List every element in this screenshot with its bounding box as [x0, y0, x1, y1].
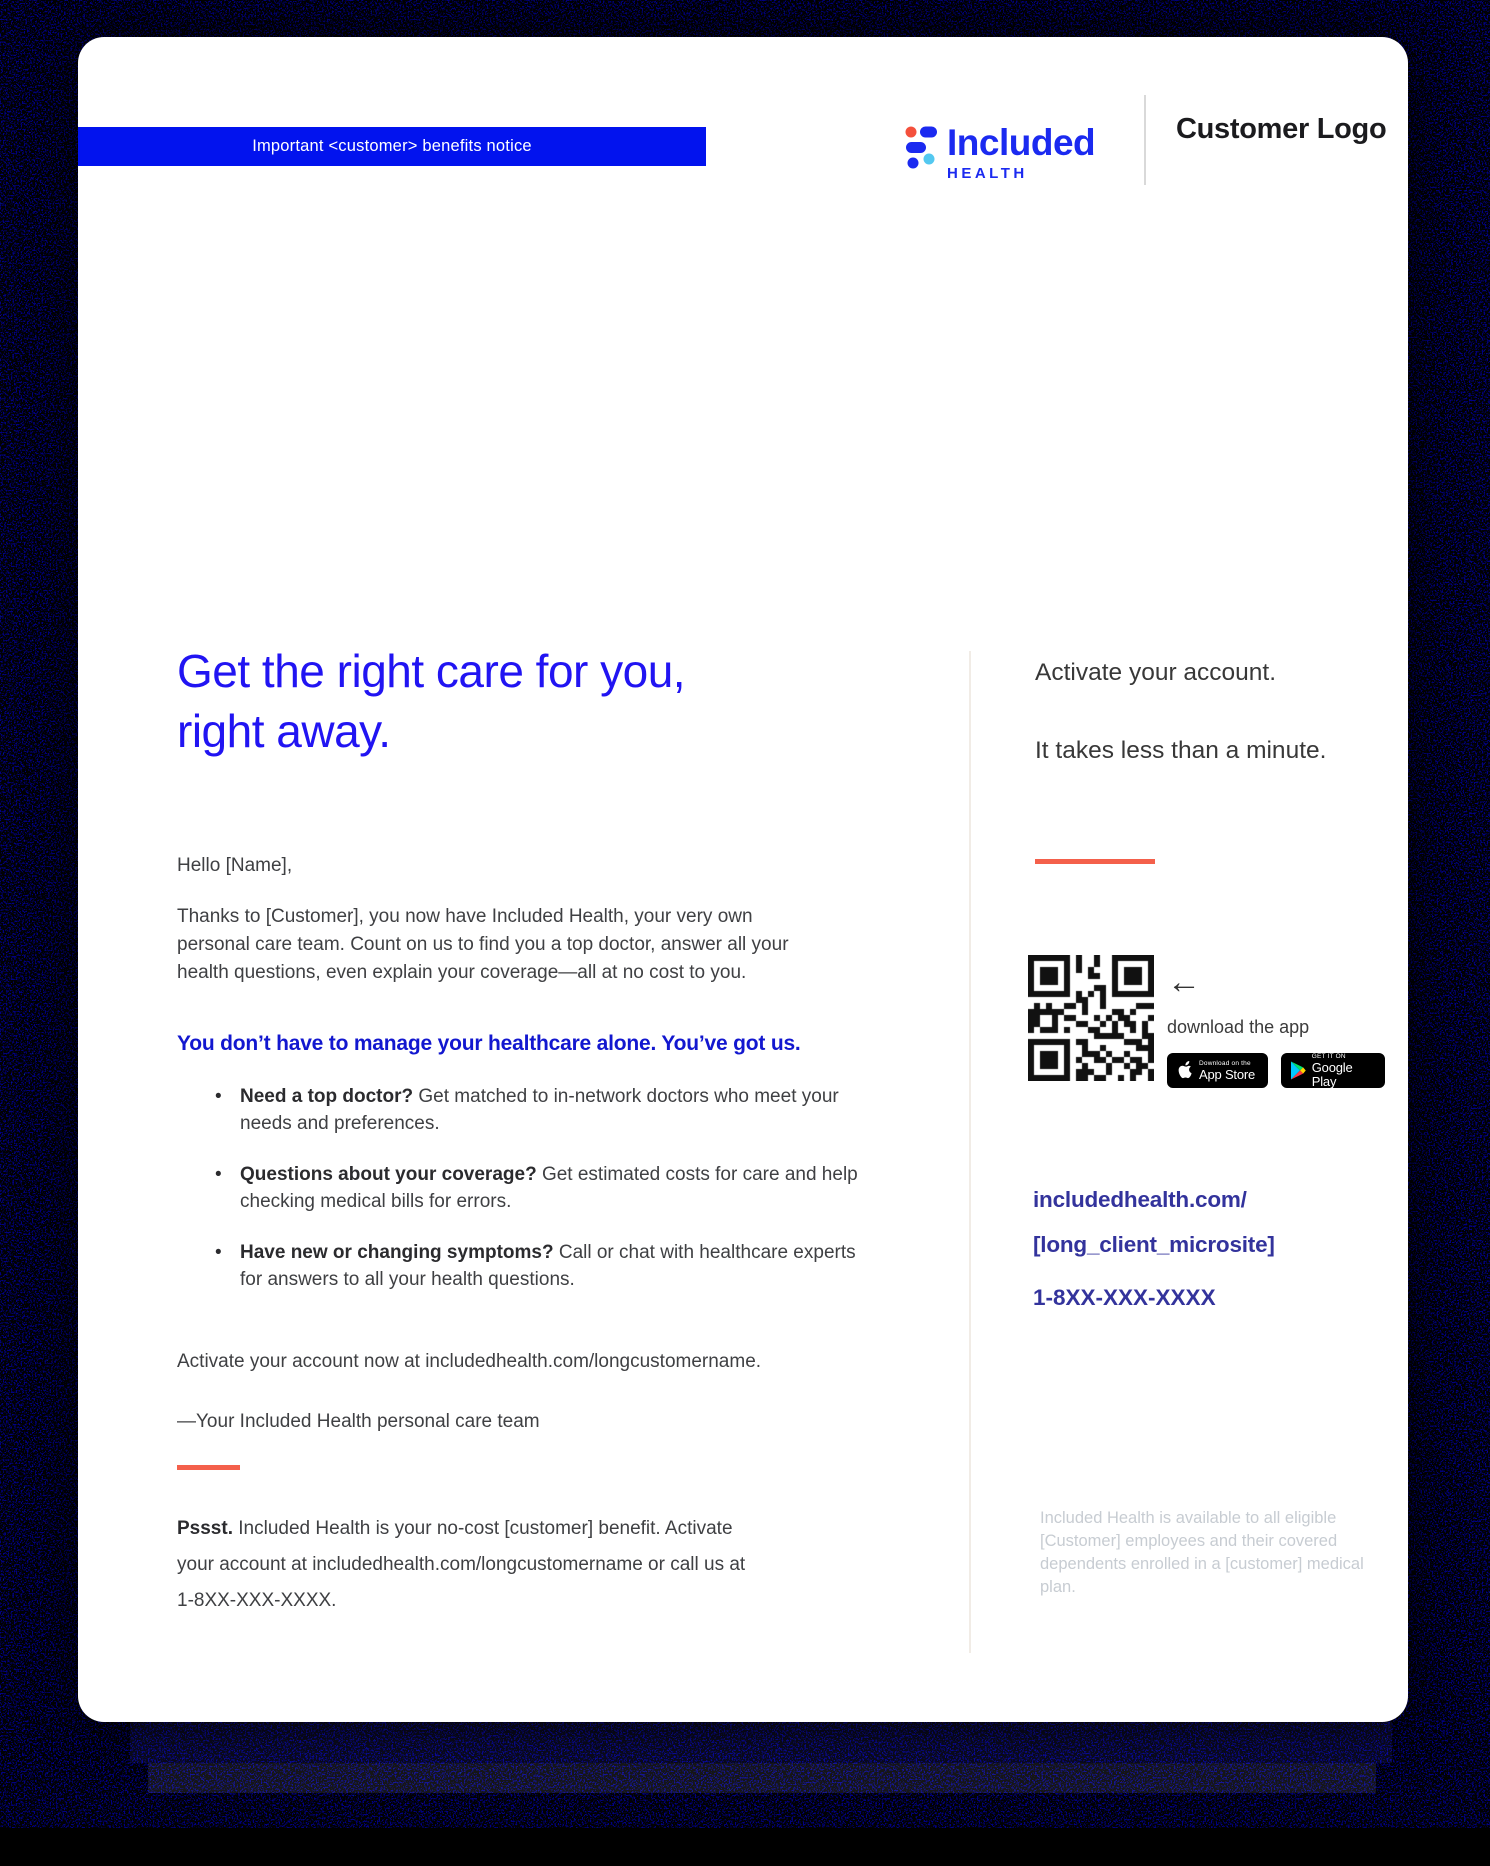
banner-label: Important <customer> benefits notice — [252, 137, 532, 155]
bullet-lead: Questions about your coverage? — [240, 1164, 537, 1185]
benefits-list — [177, 1083, 872, 1317]
intro-paragraph: Thanks to [Customer], you now have Included Health, your very own personal care team. Count on us to find you a top doctor, answer all your health questions, even explain your coverage—all at no cost to you. — [177, 906, 789, 983]
badge-small-text: GET IT ON — [1311, 1052, 1346, 1060]
bullet-lead: Have new or changing symptoms? — [240, 1242, 554, 1263]
signature: —Your Included Health personal care team — [177, 1411, 540, 1432]
included-health-logo-icon — [905, 125, 939, 170]
sidebar-divider — [969, 651, 971, 1653]
microsite-link[interactable] — [1033, 1177, 1275, 1267]
customer-logo: Customer Logo — [1176, 113, 1387, 145]
microsite-line-1: includedhealth.com/ — [1033, 1187, 1247, 1212]
bullet-lead: Need a top doctor? — [240, 1086, 414, 1107]
left-arrow-icon: ← — [1167, 963, 1201, 1001]
brand-sub: HEALTH — [947, 164, 1028, 182]
coral-divider-main — [177, 1465, 240, 1470]
greeting: Hello [Name], — [177, 855, 293, 876]
section-subhead: You don’t have to manage your healthcare alone. You’ve got us. — [177, 1032, 801, 1055]
list-item — [177, 1161, 872, 1215]
pssst-lead: Pssst. — [177, 1518, 233, 1539]
qr-code — [1028, 955, 1154, 1081]
google-play-icon — [1291, 1061, 1306, 1080]
pssst-text: Included Health is your no-cost [customer] benefit. Activate your account at includedhealth.com/longcustomername or call us at 1-8XX-XXX-XXXX. — [177, 1518, 746, 1611]
headline-line-1: Get the right care for you, — [177, 645, 686, 697]
list-item — [177, 1083, 872, 1137]
headline-line-2: right away. — [177, 705, 391, 757]
bullet-text: Get matched to in-network doctors who meet your needs and preferences. — [240, 1086, 839, 1134]
store-badges — [1167, 1053, 1385, 1088]
bottom-black-strip — [0, 1828, 1490, 1866]
sidebar-heading-2: It takes less than a minute. — [1035, 737, 1327, 764]
apple-icon — [1177, 1061, 1193, 1080]
app-store-badge[interactable] — [1167, 1053, 1268, 1088]
pssst-paragraph — [177, 1511, 767, 1619]
phone-number[interactable]: 1-8XX-XXX-XXXX — [1033, 1285, 1216, 1310]
badge-large-text: App Store — [1199, 1066, 1256, 1082]
letter-page — [78, 37, 1408, 1722]
bullet-text: Call or chat with healthcare experts for answers to all your health questions. — [240, 1242, 856, 1290]
sidebar-heading-1: Activate your account. — [1035, 659, 1277, 686]
page-title — [177, 641, 685, 761]
brand-word: Included — [947, 122, 1096, 163]
bullet-text: Get estimated costs for care and help checking medical bills for errors. — [240, 1164, 858, 1212]
coral-divider-sidebar — [1035, 859, 1155, 864]
header-divider — [1144, 95, 1146, 185]
included-health-wordmark — [947, 123, 1095, 182]
important-notice-banner — [78, 127, 706, 166]
qr-caption: download the app — [1167, 1017, 1310, 1037]
google-play-badge[interactable] — [1281, 1053, 1385, 1088]
badge-large-text: Google Play — [1311, 1059, 1353, 1089]
list-item — [177, 1239, 872, 1293]
eligibility-disclaimer: Included Health is available to all eligible [Customer] employees and their covered dependents enrolled in a [customer] medical plan. — [1040, 1509, 1364, 1596]
badge-small-text: Download on the — [1199, 1059, 1251, 1067]
microsite-line-2: [long_client_microsite] — [1033, 1232, 1275, 1257]
activate-line: Activate your account now at includedhealth.com/longcustomername. — [177, 1351, 762, 1372]
